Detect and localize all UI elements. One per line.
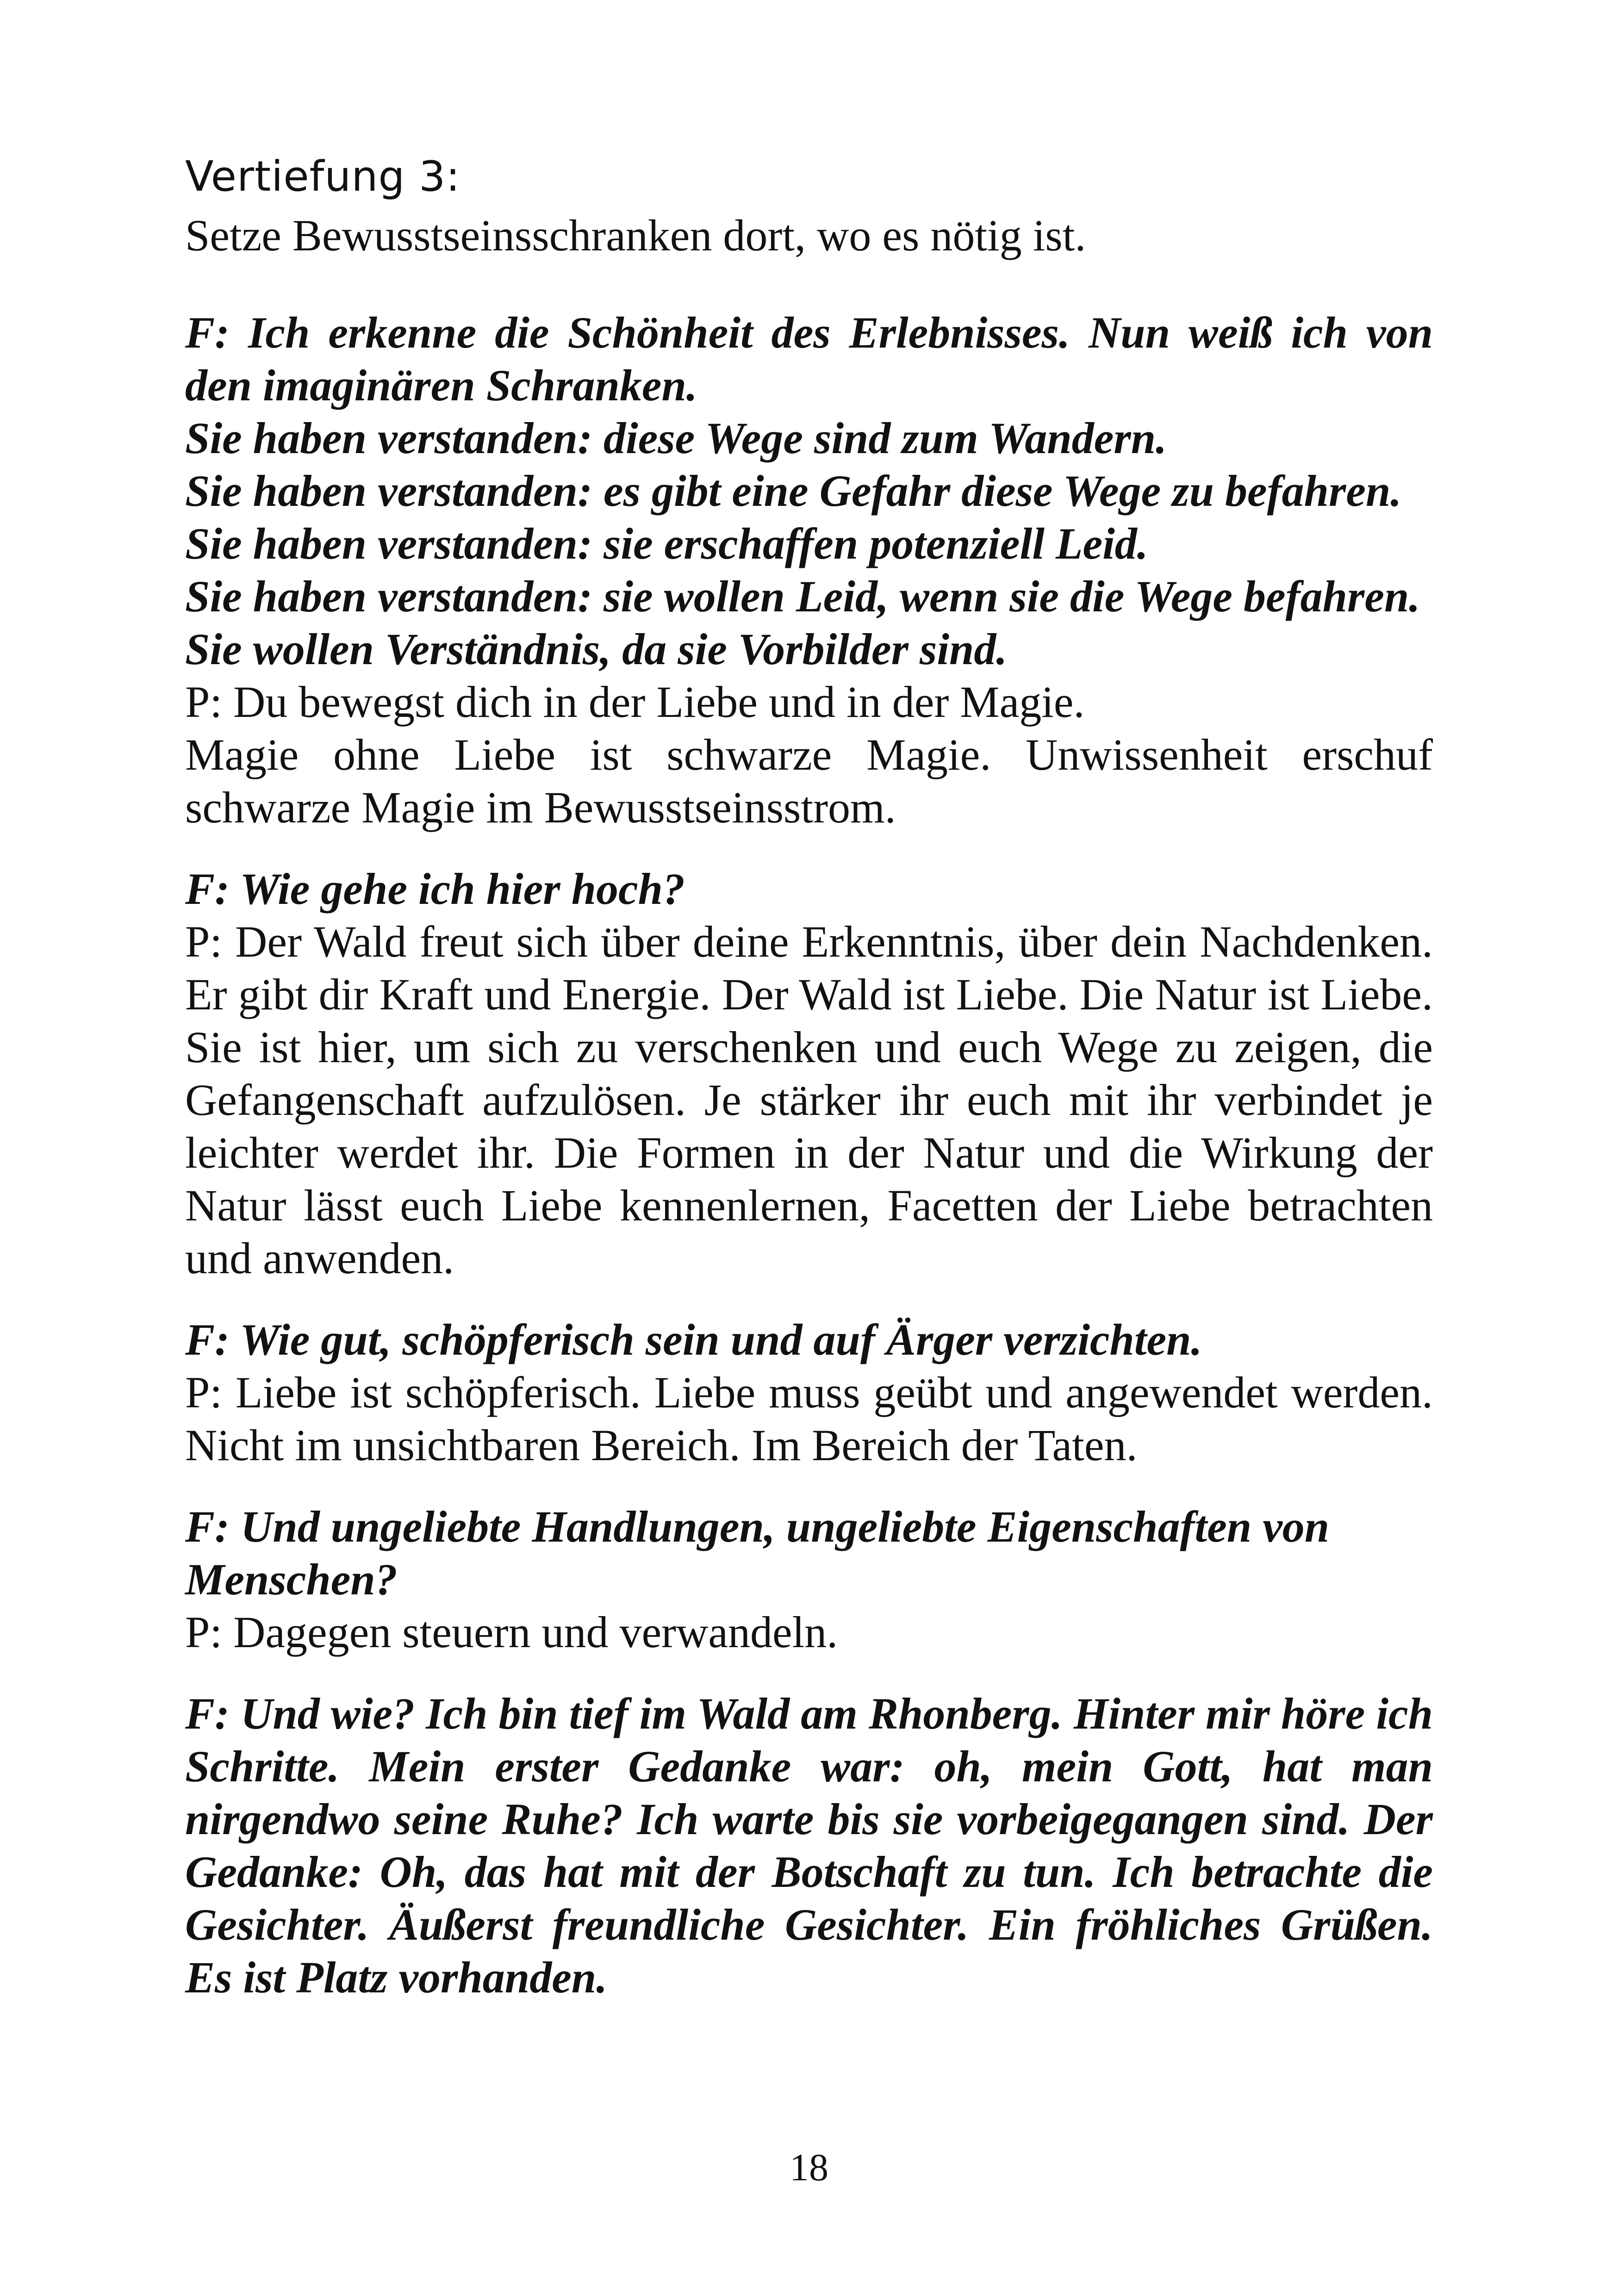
dialogue-block-1 xyxy=(185,306,1433,834)
question-line: Sie haben verstanden: es gibt eine Gefahr diese Wege zu befahren. xyxy=(185,466,1402,516)
question-line: Sie haben verstanden: sie wollen Leid, wenn sie die Wege befahren. xyxy=(185,572,1420,621)
page-content xyxy=(185,153,1433,2004)
question-line: Sie wollen Verständnis, da sie Vorbilder sind. xyxy=(185,624,1008,674)
answer-text: P: Liebe ist schöpferisch. Liebe muss geübt und angewendet werden. Nicht im unsichtbaren Bereich. Im Bereich der Taten. xyxy=(185,1368,1433,1470)
question-text: F: Und ungeliebte Handlungen, ungeliebte Eigenschaften von Menschen? xyxy=(185,1502,1330,1604)
section-subtitle: Setze Bewusstseinsschranken dort, wo es nötig ist. xyxy=(185,211,1086,260)
question-text: F: Wie gut, schöpferisch sein und auf Ärger verzichten. xyxy=(185,1315,1202,1364)
question-text: F: Und wie? Ich bin tief im Wald am Rhonberg. Hinter mir höre ich Schritte. Mein erster Gedanke war: oh, mein Gott, hat man nirgendwo seine Ruhe? Ich warte bis sie vorbeigegangen sind. Der Gedanke: Oh, das hat mit der Botschaft zu tun. Ich betrachte die Gesichter. Äußerst freundliche Gesichter. Ein fröhliches Grüßen. Es ist Platz vorhanden. xyxy=(185,1689,1433,2002)
dialogue-block-3 xyxy=(185,1313,1433,1472)
question-text: F: Wie gehe ich hier hoch? xyxy=(185,864,685,914)
dialogue-block-5 xyxy=(185,1687,1433,2004)
answer-text: P: Dagegen steuern und verwandeln. xyxy=(185,1607,838,1657)
section-heading: Vertiefung 3: xyxy=(185,152,461,201)
question-text: F: Ich erkenne die Schönheit des Erlebnisses. Nun weiß ich von den imaginären Schranken. xyxy=(185,308,1433,410)
dialogue-block-4 xyxy=(185,1500,1433,1659)
answer-text: P: Der Wald freut sich über deine Erkenntnis, über dein Nachdenken. Er gibt dir Kraft und Energie. Der Wald ist Liebe. Die Natur ist Liebe. Sie ist hier, um sich zu verschenken und euch Wege zu zeigen, die Gefangenschaft aufzulösen. Je stärker ihr euch mit ihr verbindet je leichter werdet ihr. Die Formen in der Natur und die Wirkung der Natur lässt euch Liebe kennenlernen, Facetten der Liebe betrachten und anwenden. xyxy=(185,917,1433,1283)
dialogue-block-2 xyxy=(185,863,1433,1285)
answer-text: Magie ohne Liebe ist schwarze Magie. Unwissenheit erschuf schwarze Magie im Bewusstseinsstrom. xyxy=(185,730,1433,832)
page-number: 18 xyxy=(790,2146,828,2189)
question-line: Sie haben verstanden: diese Wege sind zum Wandern. xyxy=(185,413,1167,463)
question-line: Sie haben verstanden: sie erschaffen potenziell Leid. xyxy=(185,519,1148,568)
answer-text: P: Du bewegst dich in der Liebe und in der Magie. xyxy=(185,677,1085,727)
